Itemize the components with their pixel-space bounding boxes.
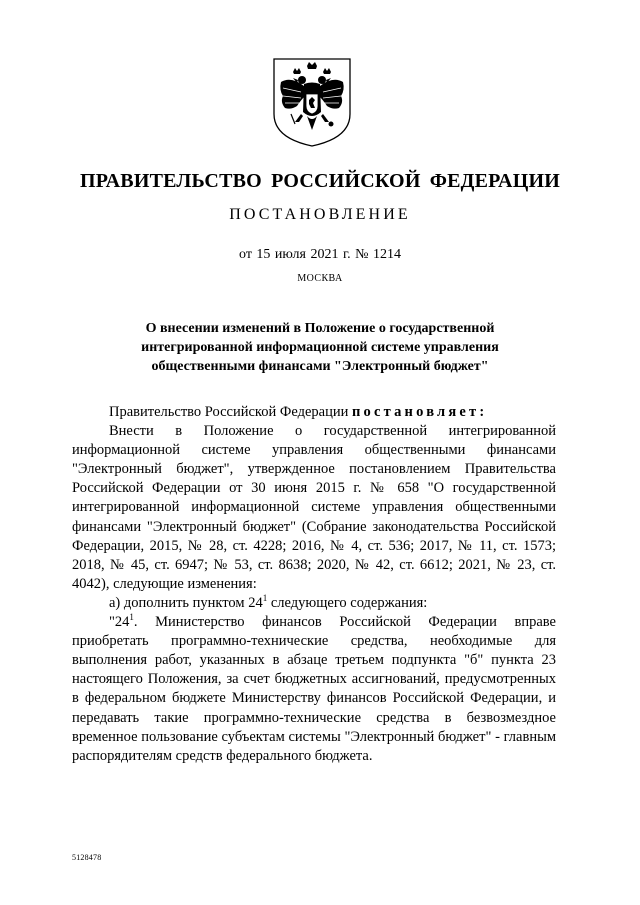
amendment-paragraph: Внести в Положение о государственной интегрированной информационной системе управления общественными финансами "Электронный бюджет", утвержденное постановлением Правительства Российской Федерации от 30 июня 2015 г. № 658 "О государственной интегрированной информационной системе управления общественными финансами "Электронный бюджет" (Собрание законодательства Российской Федерации, 2015, № 28, ст. 4228; 2016, № 4, ст. 536; 2017, № 11, ст. 1573; 2018, № 45, ст. 6947; № 53, ст. 8638; 2020, № 42, ст. 6612; 2021, № 23, ст. 4042), следующие изменения: xyxy=(72,423,556,592)
intro-paragraph xyxy=(72,403,556,422)
decree-word: постановляет: xyxy=(351,404,488,420)
document-subject xyxy=(0,319,640,376)
quoted-clause-paragraph xyxy=(72,613,556,766)
document-body xyxy=(72,403,556,766)
intro-text: Правительство Российской Федерации xyxy=(109,404,352,420)
subject-line: общественными финансами "Электронный бюджет" xyxy=(151,359,489,374)
government-title: ПРАВИТЕЛЬСТВО РОССИЙСКОЙ ФЕДЕРАЦИИ xyxy=(80,170,560,192)
item-a-text: а) дополнить пунктом 24 xyxy=(109,594,263,611)
clause-number: "24 xyxy=(109,614,130,631)
superscript: 1 xyxy=(129,612,134,623)
item-a-paragraph xyxy=(72,594,556,613)
document-code: 5128478 xyxy=(72,853,102,862)
document-city: МОСКВА xyxy=(297,273,343,284)
subject-line: интегрированной информационной системе управления xyxy=(141,340,499,355)
document-type: ПОСТАНОВЛЕНИЕ xyxy=(229,206,411,223)
coat-of-arms-icon xyxy=(271,56,353,148)
document-date-number: от 15 июля 2021 г. № 1214 xyxy=(239,247,401,262)
superscript: 1 xyxy=(262,593,268,604)
item-a-text-end: следующего содержания: xyxy=(267,594,428,611)
subject-line: О внесении изменений в Положение о государственной xyxy=(145,321,495,336)
clause-text: . Министерство финансов Российской Федерации вправе приобретать программно-технические средства, необходимые для выполнения работ, указанных в абзаце третьем подпункта "б" пункта 23 настоящего Положения, за счет бюджетных ассигнований, предусмотренных в федеральном бюджете Министерству финансов Российской Федерации, и передавать такие программно-технические средства в безвозмездное временное пользование субъектам системы "Электронный бюджет" - главным распорядителям средств федерального бюджета. xyxy=(72,614,556,764)
